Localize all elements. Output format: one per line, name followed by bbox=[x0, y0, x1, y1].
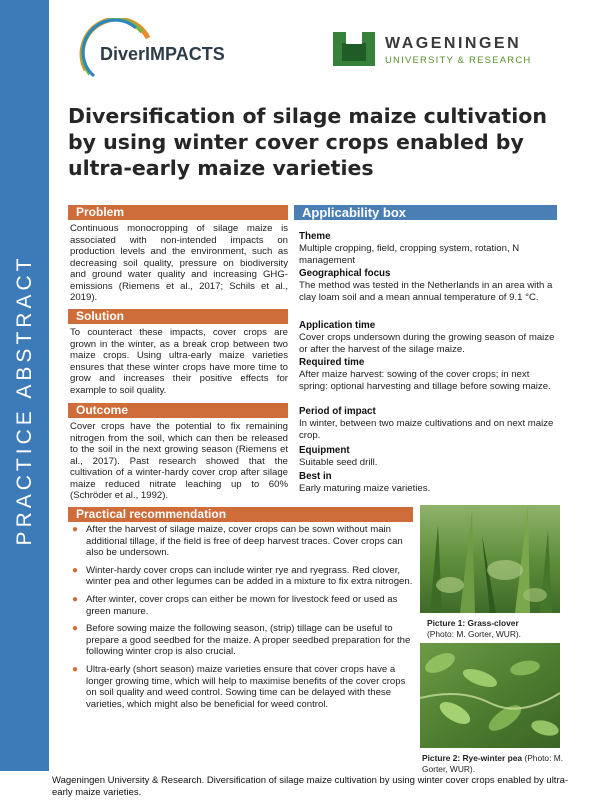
solution-text: To counteract these impacts, cover crops are grown in the winter, as a break crop between two maize crops. Using ultra-early maize varieties ensures that these winter crops have more time to grow and increases their positive effects for example to soil quality. bbox=[70, 327, 288, 396]
bullet-text: After winter, cover crops can either be mown for livestock feed or used as green manure. bbox=[86, 593, 398, 617]
theme-text: Multiple cropping, field, cropping system, rotation, N management bbox=[299, 243, 520, 266]
picture1-caption-title: Picture 1: Grass-clover bbox=[427, 618, 519, 628]
logo-left-suffix: IMPACTS bbox=[145, 44, 225, 64]
logo-right-line2: UNIVERSITY & RESEARCH bbox=[385, 55, 532, 66]
sidebar-band bbox=[0, 0, 49, 771]
bullet-text: After the harvest of silage maize, cover crops can be sown without main additional tillage, if the field is free of deep harvest traces. Cover crops can also be undersown. bbox=[86, 524, 403, 559]
logo-right-line1: WAGENINGEN bbox=[385, 35, 522, 52]
svg-text:DiverIMPACTS bbox=[100, 44, 225, 64]
bullet-icon: ● bbox=[72, 663, 79, 675]
bullet-text: Ultra-early (short season) maize varieties ensure that cover crops have a longer growing time, which will help to maximise benefits of the cover crops on soil quality and weed control. Sowing time can be delayed with these varieties, which might also be beneficial for weed control. bbox=[86, 663, 406, 710]
period-text: In winter, between two maize cultivations and on next maize crop. bbox=[299, 418, 554, 441]
rye-winter-pea-photo bbox=[420, 643, 560, 748]
outcome-text: Cover crops have the potential to fix remaining nitrogen from the soil, which can then be released to the soil in the next growing season (Riemens et al., 2017). Past research showed that the cultivation of a winter-hardy cover crop after silage maize reduced nitrate leaching up to 60% (Schröder et al., 1992). bbox=[70, 421, 288, 501]
list-item bbox=[70, 664, 415, 710]
best-in-text: Early maturing maize varieties. bbox=[299, 483, 431, 494]
picture2-caption-title: Picture 2: Rye-winter pea bbox=[422, 753, 523, 763]
solution-heading: Solution bbox=[68, 309, 288, 324]
bullet-text: Winter-hardy cover crops can include winter rye and ryegrass. Red clover, winter pea and other legumes can be added in a mixture to fix extra nitrogen. bbox=[86, 564, 413, 588]
footer-citation: Wageningen University & Research. Diversification of silage maize cultivation by using winter cover crops enabled by ultra-early maize varieties. bbox=[52, 775, 569, 798]
grass-clover-photo bbox=[420, 505, 560, 613]
bullet-text: Before sowing maize the following season, (strip) tillage can be useful to prepare a good seedbed for the maize. A proper seedbed preparation for the following winter crop is also crucial. bbox=[86, 623, 411, 658]
list-item bbox=[70, 594, 415, 617]
geo-label: Geographical focus bbox=[299, 268, 391, 279]
list-item bbox=[70, 524, 415, 559]
bullet-icon: ● bbox=[72, 524, 79, 535]
problem-heading: Problem bbox=[68, 205, 288, 220]
list-item bbox=[70, 623, 415, 658]
outcome-heading: Outcome bbox=[68, 403, 288, 418]
required-time-text: After maize harvest: sowing of the cover crops; in next spring: optional harvesting and tillage before sowing maize. bbox=[299, 369, 551, 392]
bullet-icon: ● bbox=[72, 564, 79, 576]
bullet-icon: ● bbox=[72, 593, 79, 605]
practical-heading: Practical recommendation bbox=[68, 507, 413, 522]
sidebar-label: PRACTICE ABSTRACT bbox=[13, 254, 36, 546]
wageningen-logo bbox=[333, 28, 558, 73]
application-time-text: Cover crops undersown during the growing season of maize or after the harvest of the silage maize. bbox=[299, 332, 555, 355]
period-label: Period of impact bbox=[299, 406, 376, 417]
application-time-label: Application time bbox=[299, 320, 376, 331]
picture2-caption bbox=[422, 753, 572, 774]
picture2-caption-credit: (Photo: M. Gorter, WUR). bbox=[422, 753, 564, 774]
picture1-caption bbox=[427, 618, 567, 639]
applicability-heading: Applicability box bbox=[294, 205, 557, 220]
page-title: Diversification of silage maize cultivation by using winter cover crops enabled by ultra-early maize varieties bbox=[68, 104, 547, 180]
equipment-text: Suitable seed drill. bbox=[299, 457, 378, 468]
geo-text: The method was tested in the Netherlands in an area with a clay loam soil and a mean annual temperature of 9.1 °C. bbox=[299, 280, 553, 303]
recommendation-list bbox=[70, 524, 415, 716]
best-in-label: Best in bbox=[299, 471, 332, 482]
logo-left-prefix: Diver bbox=[100, 44, 146, 64]
required-time-label: Required time bbox=[299, 357, 365, 368]
equipment-label: Equipment bbox=[299, 445, 350, 456]
picture1-caption-credit: (Photo: M. Gorter, WUR). bbox=[427, 628, 522, 639]
bullet-icon: ● bbox=[72, 623, 79, 635]
problem-text: Continuous monocropping of silage maize is associated with non-intended impacts on production levels and the environment, such as decreasing soil quality, pressure on biodiversity and ground water quality and increasing GHG-emissions (Riemens et al., 2017; Schils et al., 2019). bbox=[70, 223, 288, 303]
theme-label: Theme bbox=[299, 231, 331, 242]
diverimpacts-logo bbox=[76, 18, 226, 88]
list-item bbox=[70, 565, 415, 588]
